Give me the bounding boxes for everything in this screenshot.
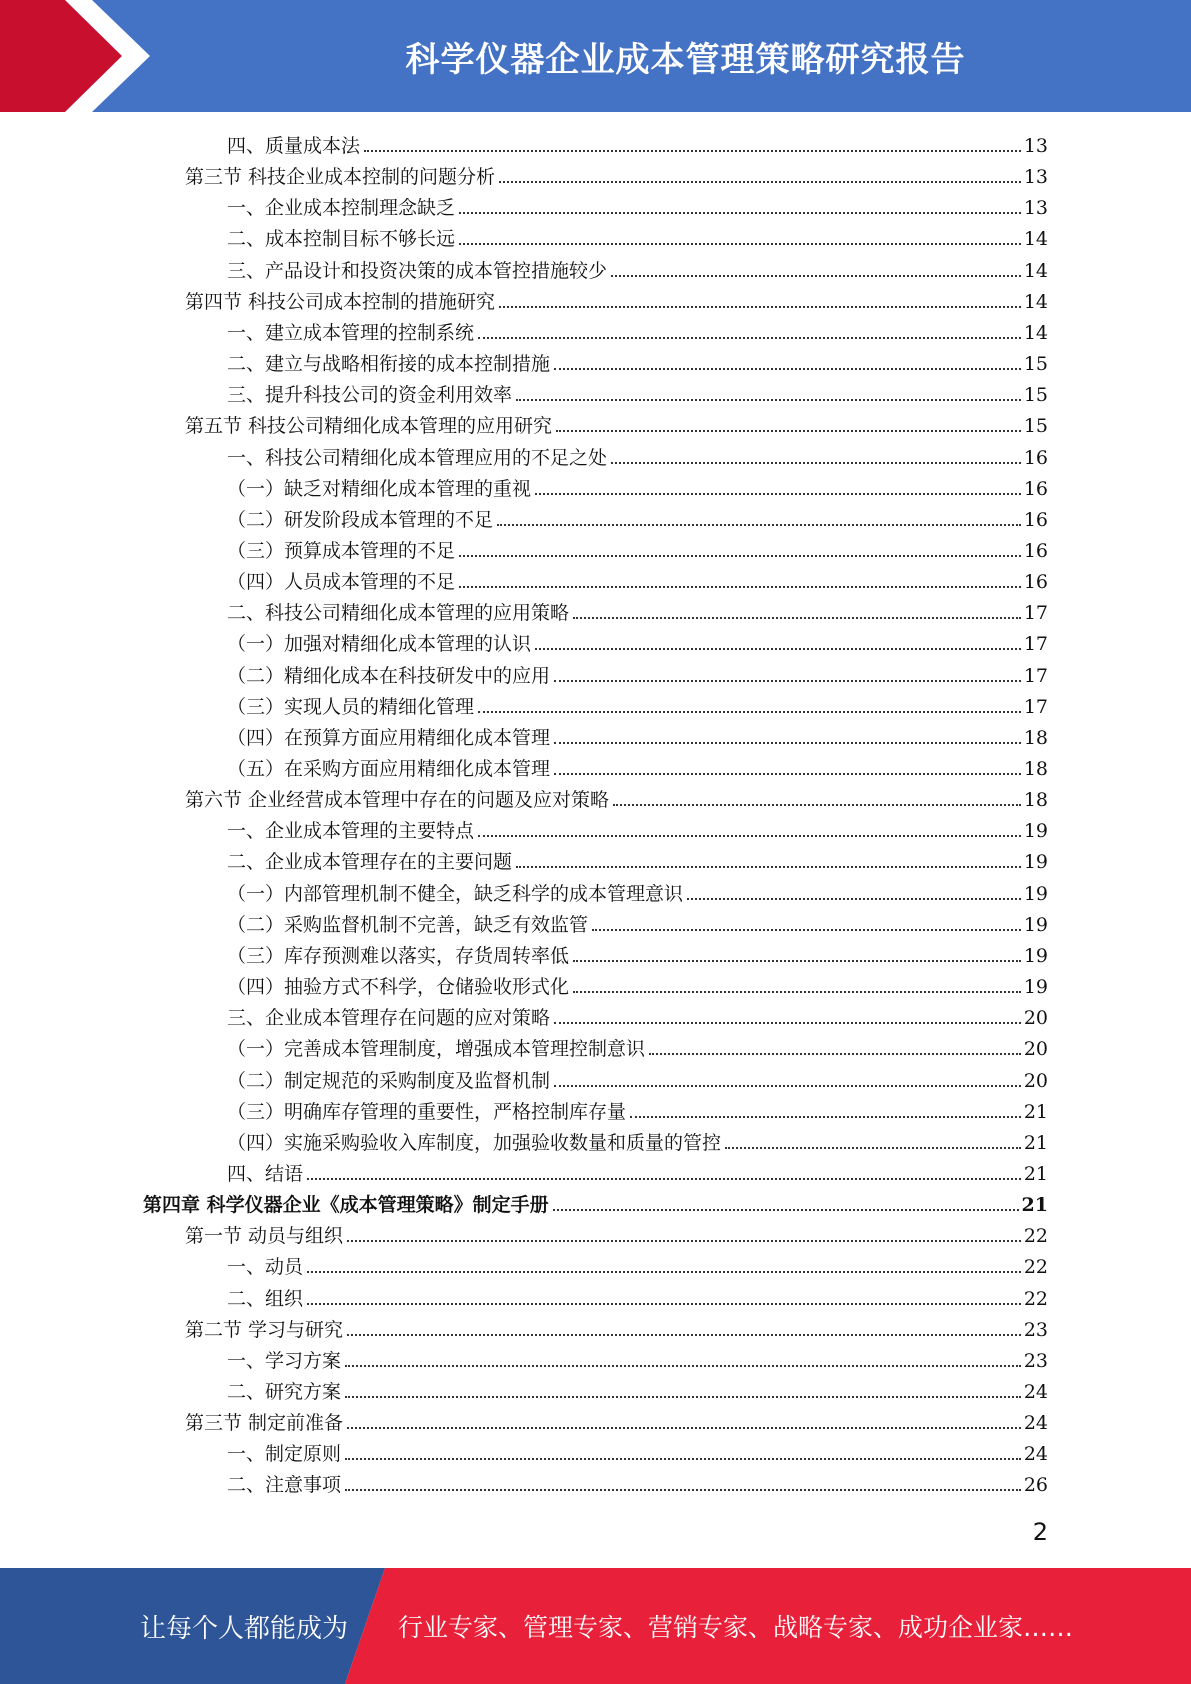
- toc-entry-title: 第四章 科学仪器企业《成本管理策略》制定手册: [143, 1194, 549, 1217]
- toc-entry[interactable]: [227, 999, 1048, 1030]
- toc-dot-leader: [347, 1334, 1021, 1336]
- toc-entry-title: 一、制定原则: [227, 1443, 342, 1466]
- toc-entry-title: 三、企业成本管理存在问题的应对策略: [227, 1007, 551, 1030]
- toc-dot-leader: [556, 430, 1021, 432]
- toc-entry-page: 21: [1021, 1194, 1048, 1217]
- toc-dot-leader: [573, 617, 1021, 619]
- toc-entry-page: 18: [1023, 758, 1048, 780]
- toc-entry-page: 15: [1023, 384, 1048, 407]
- toc-dot-leader: [554, 368, 1021, 370]
- toc-entry-title: 二、成本控制目标不够长远: [227, 228, 456, 251]
- toc-dot-leader: [554, 773, 1021, 775]
- toc-dot-leader: [478, 337, 1021, 339]
- toc-entry-title: （二）制定规范的采购制度及监督机制: [227, 1069, 551, 1092]
- header-title: 科学仪器企业成本管理策略研究报告: [405, 39, 966, 80]
- toc-dot-leader: [516, 866, 1021, 868]
- toc-entry-title: 一、建立成本管理的控制系统: [227, 321, 475, 344]
- toc-entry-title: 二、注意事项: [227, 1474, 342, 1497]
- toc-entry-page: 16: [1023, 539, 1048, 562]
- toc-dot-leader: [307, 1178, 1021, 1180]
- toc-entry-page: 19: [1023, 851, 1048, 874]
- toc-entry[interactable]: [227, 189, 1048, 220]
- toc-entry-title: 一、企业成本管理的主要特点: [227, 820, 475, 843]
- toc-entry[interactable]: [227, 719, 1048, 750]
- toc-entry[interactable]: [227, 1280, 1048, 1311]
- footer-slogan-right: 行业专家、管理专家、营销专家、战略专家、成功企业家……: [398, 1613, 1074, 1642]
- toc-entry-title: 第四节 科技公司成本控制的措施研究: [185, 290, 496, 313]
- toc-entry[interactable]: [227, 1435, 1048, 1466]
- toc-entry-page: 19: [1023, 976, 1048, 999]
- toc-dot-leader: [459, 212, 1021, 214]
- toc-entry-title: （一）内部管理机制不健全，缺乏科学的成本管理意识: [227, 882, 684, 905]
- toc-entry-page: 13: [1023, 166, 1048, 189]
- toc-entry-title: 二、建立与战略相衔接的成本控制措施: [227, 353, 551, 376]
- toc-entry-title: 第三节 制定前准备: [185, 1412, 344, 1435]
- toc-entry[interactable]: [227, 1248, 1048, 1279]
- toc-dot-leader: [554, 680, 1021, 682]
- toc-entry[interactable]: [227, 439, 1048, 470]
- toc-dot-leader: [345, 1365, 1021, 1367]
- toc-entry-page: 16: [1023, 446, 1048, 469]
- toc-entry-title: 二、组织: [227, 1287, 304, 1310]
- toc-entry-title: 第二节 学习与研究: [185, 1318, 344, 1341]
- toc-dot-leader: [345, 1489, 1021, 1491]
- toc-entry[interactable]: [227, 1155, 1048, 1186]
- toc-entry[interactable]: [227, 906, 1048, 937]
- toc-entry[interactable]: [227, 1466, 1048, 1497]
- page-header: [0, 0, 1191, 112]
- toc-entry[interactable]: [227, 937, 1048, 968]
- toc-entry-page: 18: [1023, 726, 1048, 749]
- toc-entry-page: 16: [1023, 508, 1048, 531]
- toc-entry-title: 三、产品设计和投资决策的成本管控措施较少: [227, 259, 608, 282]
- toc-dot-leader: [687, 898, 1021, 900]
- toc-entry-page: 19: [1023, 882, 1048, 905]
- toc-entry-title: 二、企业成本管理存在的主要问题: [227, 851, 513, 874]
- toc-entry-page: 19: [1023, 820, 1048, 843]
- toc-dot-leader: [535, 493, 1021, 495]
- footer-slogan-left: 让每个人都能成为: [140, 1613, 349, 1644]
- toc-entry-page: 24: [1023, 1412, 1048, 1435]
- toc-entry-page: 15: [1023, 415, 1048, 438]
- toc-entry-title: 一、动员: [227, 1256, 304, 1279]
- toc-entry-page: 23: [1023, 1349, 1048, 1372]
- toc-dot-leader: [499, 181, 1021, 183]
- toc-dot-leader: [611, 275, 1021, 277]
- toc-dot-leader: [345, 1396, 1021, 1398]
- toc-entry[interactable]: [227, 220, 1048, 251]
- toc-entry[interactable]: [227, 968, 1048, 999]
- toc-entry-title: 四、结语: [227, 1162, 304, 1185]
- toc-entry-title: （五）在采购方面应用精细化成本管理: [227, 758, 551, 780]
- toc-dot-leader: [554, 1022, 1021, 1024]
- toc-entry-page: 22: [1023, 1287, 1048, 1310]
- toc-entry-page: 17: [1023, 602, 1048, 625]
- toc-entry-page: 21: [1023, 1162, 1048, 1185]
- toc-entry-title: 三、提升科技公司的资金利用效率: [227, 384, 513, 407]
- toc-entry-page: 17: [1023, 695, 1048, 718]
- toc-entry-title: 第六节 企业经营成本管理中存在的问题及应对策略: [185, 789, 610, 812]
- toc-entry[interactable]: [227, 750, 1048, 781]
- toc-entry-title: （三）库存预测难以落实，存货周转率低: [227, 944, 570, 967]
- toc-entry-page: 16: [1023, 571, 1048, 594]
- toc-entry[interactable]: [227, 625, 1048, 656]
- toc-entry-title: 四、质量成本法: [227, 135, 361, 157]
- toc-entry-page: 19: [1023, 944, 1048, 967]
- toc-entry-page: 15: [1023, 353, 1048, 376]
- toc-entry-title: （四）实施采购验收入库制度，加强验收数量和质量的管控: [227, 1131, 722, 1154]
- toc-entry[interactable]: [227, 1124, 1048, 1155]
- toc-entry[interactable]: [185, 1311, 1048, 1342]
- toc-dot-leader: [516, 399, 1021, 401]
- toc-entry[interactable]: [185, 407, 1048, 438]
- toc-entry[interactable]: [227, 501, 1048, 532]
- toc-entry[interactable]: [227, 875, 1048, 906]
- toc-entry-page: 22: [1023, 1256, 1048, 1279]
- toc-dot-leader: [499, 306, 1021, 308]
- toc-entry-page: 26: [1023, 1474, 1048, 1497]
- toc-entry-page: 13: [1023, 197, 1048, 220]
- toc-entry-page: 14: [1023, 259, 1048, 282]
- toc-entry[interactable]: [185, 1217, 1048, 1248]
- toc-entry-page: 22: [1023, 1225, 1048, 1248]
- toc-entry-title: 一、企业成本控制理念缺乏: [227, 197, 456, 220]
- toc-dot-leader: [611, 462, 1021, 464]
- toc-dot-leader: [459, 243, 1021, 245]
- toc-entry-title: 二、研究方案: [227, 1381, 342, 1403]
- toc-entry[interactable]: [185, 781, 1048, 812]
- toc-entry-page: 16: [1023, 477, 1048, 500]
- toc-dot-leader: [553, 1209, 1019, 1211]
- toc-entry[interactable]: [227, 252, 1048, 283]
- toc-entry-page: 23: [1023, 1318, 1048, 1341]
- toc-entry-title: （四）在预算方面应用精细化成本管理: [227, 726, 551, 749]
- page-number: 2: [1032, 1518, 1048, 1546]
- toc-dot-leader: [592, 929, 1021, 931]
- toc-entry[interactable]: [143, 1186, 1048, 1217]
- toc-entry[interactable]: [227, 314, 1048, 345]
- toc-entry-page: 21: [1023, 1131, 1048, 1154]
- toc-entry[interactable]: [227, 657, 1048, 688]
- page-footer: [0, 1568, 1191, 1684]
- toc-entry-page: 19: [1023, 913, 1048, 936]
- toc-entry-title: 第五节 科技公司精细化成本管理的应用研究: [185, 415, 553, 438]
- toc-entry-page: 24: [1023, 1381, 1048, 1403]
- toc-entry-page: 17: [1023, 664, 1048, 687]
- toc-entry-title: 一、学习方案: [227, 1349, 342, 1372]
- toc-entry-page: 17: [1023, 633, 1048, 656]
- toc-entry-title: 一、科技公司精细化成本管理应用的不足之处: [227, 446, 608, 469]
- toc-entry[interactable]: [185, 1404, 1048, 1435]
- toc-entry-page: 20: [1023, 1007, 1048, 1030]
- toc-dot-leader: [535, 648, 1021, 650]
- toc-entry-title: （二）研发阶段成本管理的不足: [227, 508, 494, 531]
- toc-entry[interactable]: [227, 532, 1048, 563]
- toc-entry-page: 14: [1023, 321, 1048, 344]
- toc-entry[interactable]: [185, 283, 1048, 314]
- toc-dot-leader: [630, 1116, 1021, 1118]
- toc-entry[interactable]: [227, 1030, 1048, 1061]
- toc-entry[interactable]: [227, 1342, 1048, 1373]
- toc-entry-title: （一）缺乏对精细化成本管理的重视: [227, 477, 532, 500]
- toc-dot-leader: [725, 1147, 1021, 1149]
- toc-entry[interactable]: [227, 127, 1048, 158]
- toc-dot-leader: [307, 1303, 1021, 1305]
- toc-dot-leader: [573, 991, 1021, 993]
- toc-entry-page: 18: [1023, 789, 1048, 812]
- toc-entry[interactable]: [227, 470, 1048, 501]
- toc-entry[interactable]: [227, 1093, 1048, 1124]
- toc-dot-leader: [554, 742, 1021, 744]
- toc-entry-title: 第一节 动员与组织: [185, 1225, 344, 1248]
- toc-dot-leader: [345, 1458, 1021, 1460]
- toc-entry-title: （一）完善成本管理制度，增强成本管理控制意识: [227, 1038, 646, 1061]
- toc-entry[interactable]: [227, 563, 1048, 594]
- toc-entry[interactable]: [227, 1373, 1048, 1404]
- toc-dot-leader: [478, 835, 1021, 837]
- toc-dot-leader: [307, 1271, 1021, 1273]
- toc-entry-page: 21: [1023, 1100, 1048, 1123]
- toc-dot-leader: [347, 1240, 1021, 1242]
- toc-dot-leader: [364, 150, 1021, 152]
- toc-dot-leader: [497, 524, 1021, 526]
- toc-entry[interactable]: [227, 812, 1048, 843]
- toc-entry-title: （四）人员成本管理的不足: [227, 571, 456, 594]
- toc-dot-leader: [459, 555, 1021, 557]
- toc-entry-title: 二、科技公司精细化成本管理的应用策略: [227, 602, 570, 625]
- toc-entry-title: （二）精细化成本在科技研发中的应用: [227, 664, 551, 687]
- toc-dot-leader: [613, 804, 1021, 806]
- toc-entry[interactable]: [227, 594, 1048, 625]
- toc-entry[interactable]: [227, 345, 1048, 376]
- toc-entry-title: 第三节 科技企业成本控制的问题分析: [185, 166, 496, 189]
- toc-entry[interactable]: [227, 843, 1048, 874]
- toc-entry-page: 24: [1023, 1443, 1048, 1466]
- toc-entry-title: （三）明确库存管理的重要性，严格控制库存量: [227, 1100, 627, 1123]
- toc-dot-leader: [459, 586, 1021, 588]
- toc-dot-leader: [573, 960, 1021, 962]
- toc-entry[interactable]: [227, 1062, 1048, 1093]
- toc-entry-page: 14: [1023, 290, 1048, 313]
- toc-entry[interactable]: [227, 688, 1048, 719]
- toc-entry-title: （一）加强对精细化成本管理的认识: [227, 633, 532, 656]
- toc-entry-page: 20: [1023, 1038, 1048, 1061]
- toc-entry-title: （三）预算成本管理的不足: [227, 539, 456, 562]
- toc-dot-leader: [347, 1427, 1021, 1429]
- toc-entry-page: 20: [1023, 1069, 1048, 1092]
- toc-dot-leader: [478, 711, 1021, 713]
- toc-entry-title: （四）抽验方式不科学，仓储验收形式化: [227, 976, 570, 999]
- toc-entry-page: 14: [1023, 228, 1048, 251]
- toc-dot-leader: [649, 1053, 1021, 1055]
- toc-entry-title: （二）采购监督机制不完善，缺乏有效监管: [227, 913, 589, 936]
- toc-entry-title: （三）实现人员的精细化管理: [227, 695, 475, 718]
- toc-entry[interactable]: [227, 376, 1048, 407]
- toc-entry[interactable]: [185, 158, 1048, 189]
- toc-dot-leader: [554, 1085, 1021, 1087]
- toc-entry-page: 13: [1023, 135, 1048, 157]
